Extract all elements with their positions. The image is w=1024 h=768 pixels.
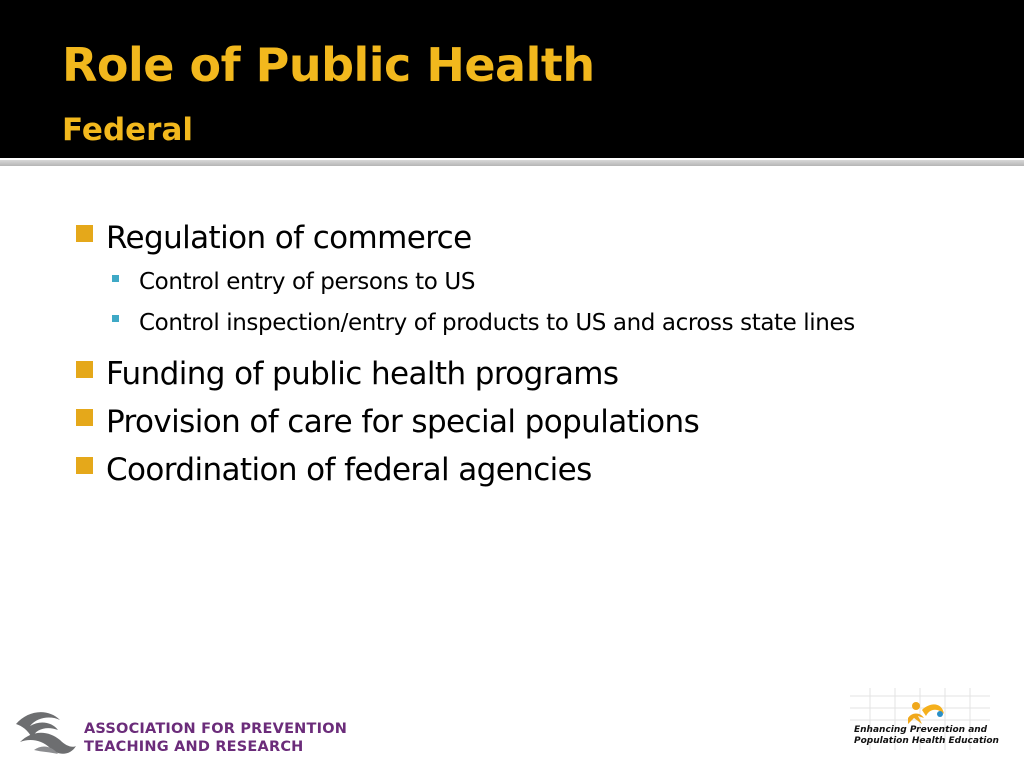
bullet-item [74, 446, 974, 494]
square-bullet-icon [76, 225, 93, 242]
association-line-2: TEACHING AND RESEARCH [84, 739, 304, 755]
bullet-list [74, 214, 974, 494]
sub-bullet-item [139, 262, 969, 302]
small-square-bullet-icon [112, 275, 119, 282]
square-bullet-icon [76, 361, 93, 378]
bullet-text: Regulation of commerce [106, 220, 472, 256]
sub-bullet-text: Control inspection/entry of products to US and across state lines [139, 310, 855, 336]
prevention-education-logo-text [854, 725, 999, 747]
small-square-bullet-icon [112, 315, 119, 322]
association-line-1: ASSOCIATION FOR PREVENTION [84, 721, 348, 737]
square-bullet-icon [76, 409, 93, 426]
prevention-line-1: Enhancing Prevention and [854, 725, 988, 735]
bullet-text: Coordination of federal agencies [106, 452, 592, 488]
prevention-line-2: Population Health Education [854, 736, 999, 746]
square-bullet-icon [76, 457, 93, 474]
sub-bullet-text: Control entry of persons to US [139, 269, 476, 295]
bullet-item [74, 398, 974, 446]
bullet-text: Provision of care for special populations [106, 404, 700, 440]
title-bar [0, 0, 1024, 158]
slide-title: Role of Public Health [62, 38, 595, 92]
wave-logo-icon [14, 706, 78, 758]
slide-subtitle: Federal [62, 112, 193, 148]
association-logo-text [84, 720, 347, 756]
header-divider [0, 160, 1024, 166]
bullet-text: Funding of public health programs [106, 356, 619, 392]
bullet-item [74, 214, 974, 262]
bullet-item [74, 350, 974, 398]
sub-bullet-item [139, 302, 969, 344]
